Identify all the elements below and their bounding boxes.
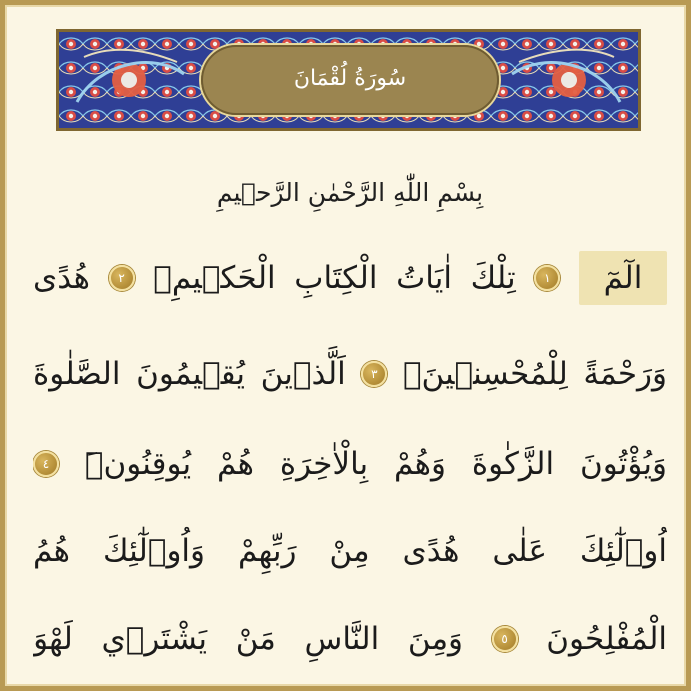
- verse-word: مِنْ: [329, 533, 370, 569]
- verse-word: عَلٰى: [492, 533, 547, 569]
- verse-word: اٰيَاتُ: [396, 260, 452, 296]
- verse-word: رَبِّهِمْ: [237, 533, 297, 569]
- surah-header-band: [56, 29, 641, 131]
- verse-word: يُوقِنُونَۜ: [84, 446, 192, 482]
- text-line-3: [33, 435, 667, 493]
- verse-word: وَاُو۬لٰٓئِكَ: [102, 533, 206, 569]
- verse-word: الْحَك۪يمِۙ: [153, 260, 276, 296]
- text-line-1: [33, 249, 667, 307]
- text-line-2: [33, 345, 667, 403]
- verse-word: وَرَحْمَةً: [583, 356, 667, 392]
- verse-word: هُدًى: [402, 533, 460, 569]
- verse-word: يُق۪يمُونَ: [136, 356, 246, 392]
- verse-word: هُمْ: [217, 446, 254, 482]
- ayah-marker: ١: [534, 265, 560, 291]
- verse-word: وَمِنَ: [407, 621, 464, 657]
- surah-title-plate: [201, 45, 499, 115]
- verse-word: الْمُفْلِحُونَ: [546, 621, 667, 657]
- verse-word: النَّاسِ: [304, 621, 380, 657]
- basmala: بِسْمِ اللّٰهِ الرَّحْمٰنِ الرَّح۪يمِ: [216, 178, 484, 207]
- verse-word: هُدًى: [33, 260, 90, 296]
- verse-word: الٓمٓ: [579, 251, 667, 305]
- verse-word: وَهُمْ: [394, 446, 446, 482]
- ayah-marker: ٣: [361, 361, 387, 387]
- verse-word: هُمُ: [33, 533, 71, 569]
- verse-word: الزَّكٰوةَ: [471, 446, 555, 482]
- verse-word: لِلْمُحْسِن۪ينَۙ: [402, 356, 568, 392]
- ayah-marker: ٢: [109, 265, 135, 291]
- verse-word: تِلْكَ: [470, 260, 516, 296]
- ayah-marker: ٤: [33, 451, 59, 477]
- text-line-5: [33, 610, 667, 668]
- text-line-4: [33, 522, 667, 580]
- verse-word: الْكِتَابِ: [294, 260, 378, 296]
- verse-word: بِالْاٰخِرَةِ: [279, 446, 369, 482]
- verse-word: وَيُؤْتُونَ: [579, 446, 667, 482]
- surah-title: سُورَةُ لُقْمَانَ: [293, 66, 407, 91]
- ayah-marker: ٥: [492, 626, 518, 652]
- verse-word: الصَّلٰوةَ: [33, 356, 121, 392]
- verse-word: يَشْتَر۪ي: [101, 621, 208, 657]
- verse-word: لَهْوَ: [33, 621, 73, 657]
- verse-word: مَنْ: [235, 621, 276, 657]
- verse-word: اُو۬لٰٓئِكَ: [579, 533, 667, 569]
- verse-word: اَلَّذ۪ينَ: [260, 356, 346, 392]
